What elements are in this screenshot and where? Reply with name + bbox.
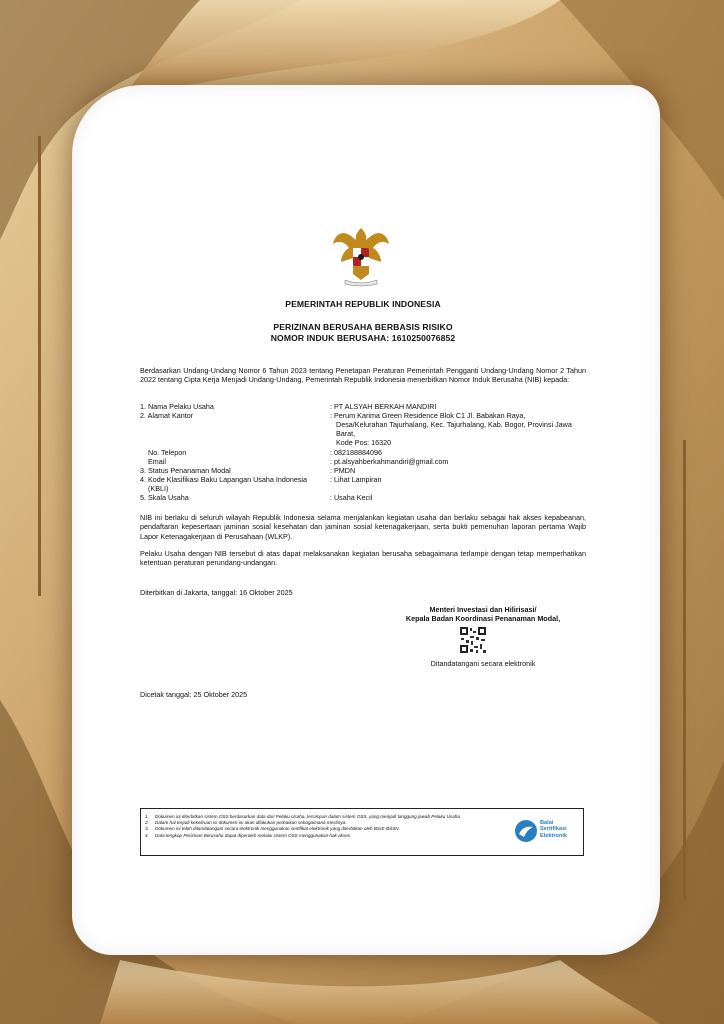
field-value-alamat-3: Barat, (336, 429, 356, 438)
field-value-alamat-2: Desa/Kelurahan Tajurhalang, Kec. Tajurhalang, Kab. Bogor, Provinsi Jawa (336, 420, 572, 429)
field-value-alamat-4: Kode Pos: 16320 (336, 438, 392, 447)
nib-number: NOMOR INDUK BERUSAHA: 1610250076852 (270, 333, 456, 343)
qr-code-icon (459, 626, 487, 654)
field-label-skala: 5. Skala Usaha (140, 493, 189, 502)
activity-paragraph: Pelaku Usaha dengan NIB tersebut di atas dapat melaksanakan kegiatan berusaha sebagaimana terlampir dengan tetap memperhatikan ketentuan peraturan perundang-undangan. (140, 549, 586, 568)
signatory-title-1: Menteri Investasi dan Hilirisasi/ (429, 605, 537, 614)
field-value-nama: : PT ALSYAH BERKAH MANDIRI (330, 402, 437, 411)
field-value-kbli: : Lihat Lampiran (330, 475, 382, 484)
garuda-emblem-icon (331, 222, 391, 288)
footer-note: 2. Dalam hal terjadi kekeliruan isi dokumen ini akan dilakukan perbaikan sebagaimana mestinya. (145, 820, 347, 826)
footer-note: 3. Dokumen ini telah ditandatangani secara elektronik menggunakan sertifikat elektronik yang diterbitkan oleh BSrE-BSSN. (145, 826, 400, 832)
footer-notes-box (140, 808, 584, 856)
document-title: PERIZINAN BERUSAHA BERBASIS RISIKO (273, 322, 453, 332)
printed-date: Dicetak tanggal: 25 Oktober 2025 (140, 690, 248, 699)
footer-note: 1. Dokumen ini diterbitkan sistem OSS berdasarkan data dari Pelaku Usaha, tersimpan dalam sistem OSS, yang menjadi tanggung jawab Pelaku Usaha. (145, 814, 462, 819)
field-label-alamat: 2. Alamat Kantor (140, 411, 194, 420)
electronic-signature-note: Ditandatangani secara elektronik (430, 659, 536, 668)
nib-document (140, 0, 586, 1024)
footer-notes-list (145, 814, 520, 839)
bsre-logo-text: Balai Sertifikasi Elektronik (540, 820, 568, 839)
field-label-kbli: 4. Kode Klasifikasi Baku Lapangan Usaha Indonesia (140, 475, 308, 484)
field-value-email: : pt.alsyahberkahmandiri@gmail.com (330, 457, 449, 466)
footer-note: 4. Data lengkap Perizinan Berusaha dapat diperoleh melalui sistem OSS menggunakan hak akses. (145, 832, 352, 838)
validity-paragraph: NIB ini berlaku di seluruh wilayah Republik Indonesia selama menjalankan kegiatan usaha dan berlaku sebagai hak akses kepabeanan, pendaftaran kepesertaan jaminan sosial kesehatan dan jaminan sosial ketenagakerjaan, serta bukti pemenuhan laporan pertama Wajib Lapor Ketenagakerjaan di Perusahaan (WLKP). (140, 513, 586, 541)
signatory-title-2: Kepala Badan Koordinasi Penanaman Modal, (405, 614, 561, 623)
intro-paragraph: Berdasarkan Undang-Undang Nomor 6 Tahun 2023 tentang Penetapan Peraturan Pemerintah Pengganti Undang-Undang Nomor 2 Tahun 2022 tentang Cipta Kerja Menjadi Undang-Undang, Pemerintah Republik Indonesia menerbitkan Nomor Induk Berusaha (NIB) kepada: (140, 366, 586, 385)
bsre-logo-icon (514, 819, 538, 843)
field-value-alamat-1: : Perum Karima Green Residence Blok C1 Jl. Babakan Raya, (330, 411, 526, 420)
issued-date: Diterbitkan di Jakarta, tanggal: 16 Oktober 2025 (140, 588, 293, 597)
field-label-telepon: No. Telepon (148, 448, 187, 457)
field-value-status: : PMDN (330, 466, 356, 475)
field-value-telepon: : 082188884096 (330, 448, 382, 457)
field-label-nama: 1. Nama Pelaku Usaha (140, 402, 214, 411)
field-label-kbli-2: (KBLI) (148, 484, 169, 493)
field-label-email: Email (148, 457, 166, 466)
field-value-skala: : Usaha Kecil (330, 493, 373, 502)
government-heading: PEMERINTAH REPUBLIK INDONESIA (285, 299, 441, 309)
bsre-logo (512, 817, 582, 849)
field-label-status: 3. Status Penanaman Modal (140, 466, 231, 475)
